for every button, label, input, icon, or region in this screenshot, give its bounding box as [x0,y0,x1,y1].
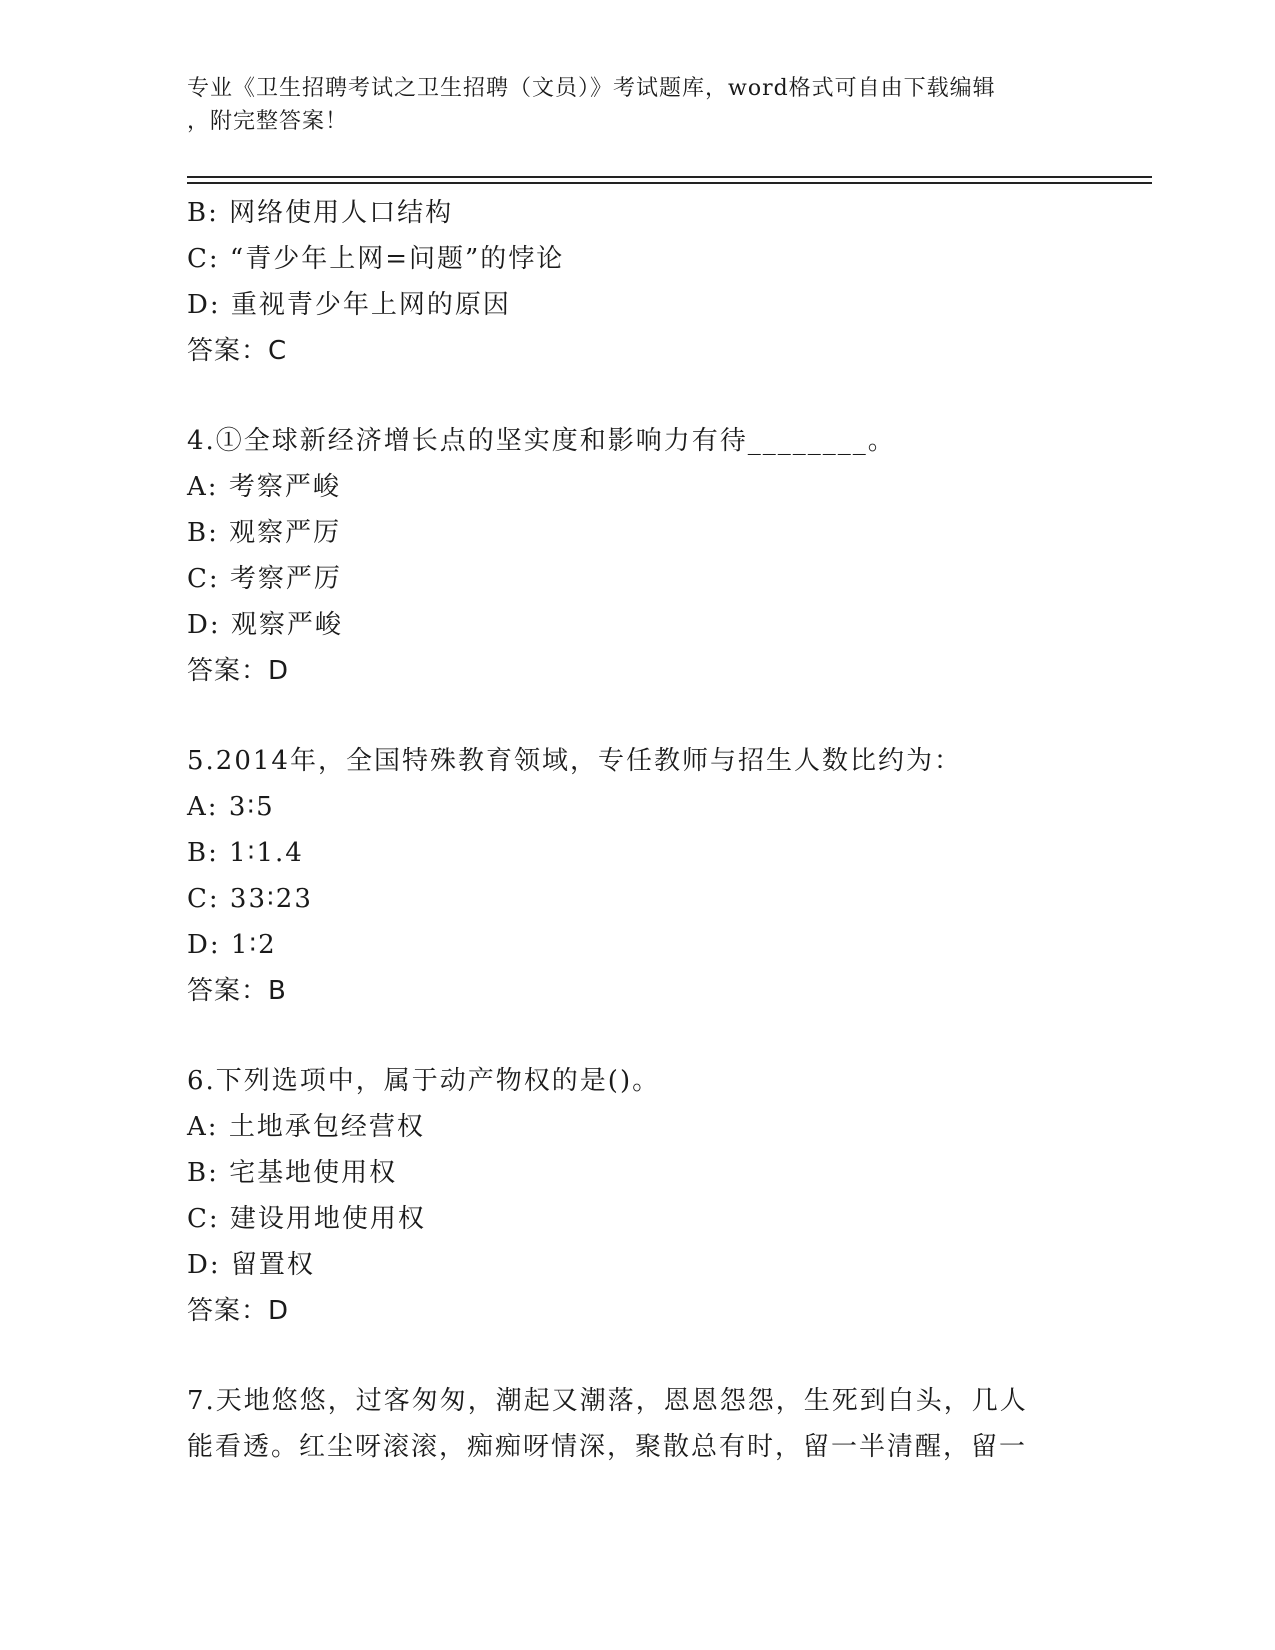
option-c [187,1196,1087,1242]
option-d [187,602,1087,648]
option-text: 留置权 [230,1250,315,1280]
question-stem: 6.下列选项中，属于动产物权的是()。 [187,1066,661,1096]
option-label: D: [187,1250,221,1280]
option-d [187,1242,1087,1288]
question-6 [187,1058,1087,1334]
question-list [187,190,1087,1470]
option-label: B: [187,198,219,228]
option-text: 观察严厉 [229,518,342,548]
document-header [187,72,1067,138]
option-label: D: [187,290,221,320]
option-text: 1∶2 [230,930,277,960]
option-text: 土地承包经营权 [228,1112,425,1142]
question-stem-line-1: 7.天地悠悠，过客匆匆，潮起又潮落，恩恩怨怨，生死到白头，几人 [187,1386,1028,1416]
option-text: 建设用地使用权 [229,1204,426,1234]
option-label: A: [187,792,219,822]
option-label: A: [187,1112,219,1142]
option-label: B: [187,518,219,548]
option-b [187,190,1087,236]
answer-line: 答案：D [187,1296,290,1326]
option-a [187,464,1087,510]
option-c [187,876,1087,922]
spacer [187,1014,1087,1058]
option-label: C: [187,244,220,274]
option-text: 网络使用人口结构 [229,198,454,228]
option-text: 考察严厉 [229,564,342,594]
spacer [187,374,1087,418]
question-3-continued [187,190,1087,374]
option-label: B: [187,838,219,868]
question-4 [187,418,1087,694]
question-stem: 5.2014年，全国特殊教育领域，专任教师与招生人数比约为： [187,746,962,776]
answer-line: 答案：C [187,336,288,366]
question-7 [187,1378,1087,1470]
option-label: A: [187,472,219,502]
option-d [187,922,1087,968]
header-line-1: 专业《卫生招聘考试之卫生招聘（文员）》考试题库，word格式可自由下载编辑 [187,76,996,101]
option-text: 1∶1.4 [229,838,304,868]
header-rule-bottom [187,182,1152,184]
option-text: 33∶23 [229,884,313,914]
option-label: B: [187,1158,219,1188]
question-5 [187,738,1087,1014]
option-c [187,556,1087,602]
option-a [187,1104,1087,1150]
question-stem-line-2: 能看透。红尘呀滚滚，痴痴呀情深，聚散总有时，留一半清醒，留一 [187,1432,1028,1462]
option-label: D: [187,610,221,640]
option-label: C: [187,564,220,594]
option-label: D: [187,930,221,960]
question-stem: 4.①全球新经济增长点的坚实度和影响力有待________。 [187,426,896,456]
option-c [187,236,1087,282]
option-a [187,784,1087,830]
option-b [187,830,1087,876]
option-text: 观察严峻 [230,610,343,640]
answer-line: 答案：D [187,656,290,686]
answer-line: 答案：B [187,976,287,1006]
option-text: 宅基地使用权 [229,1158,398,1188]
option-text: 重视青少年上网的原因 [230,290,511,320]
option-text: “青少年上网=问题”的悖论 [229,244,565,274]
option-label: C: [187,1204,220,1234]
option-label: C: [187,884,220,914]
option-b [187,1150,1087,1196]
option-text: 3∶5 [228,792,275,822]
spacer [187,1334,1087,1378]
option-b [187,510,1087,556]
option-text: 考察严峻 [228,472,341,502]
header-line-2: ，附完整答案！ [187,109,349,134]
option-d [187,282,1087,328]
header-rule-top [187,176,1152,178]
spacer [187,694,1087,738]
